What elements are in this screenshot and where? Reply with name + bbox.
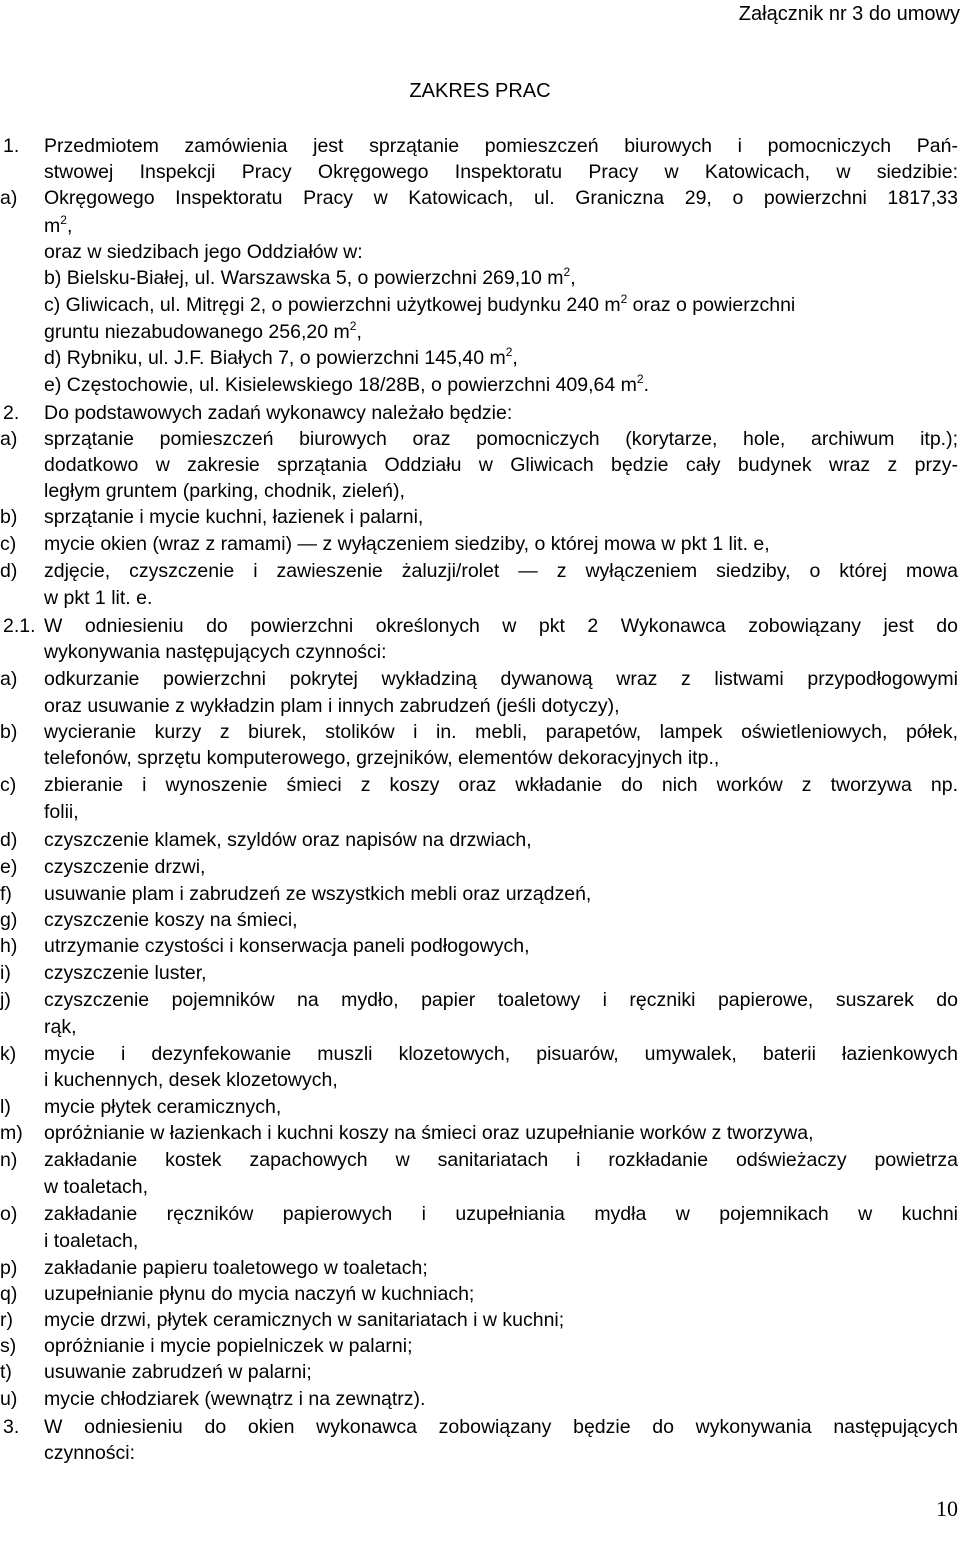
section-2-line: Do podstawowych zadań wykonawcy należało będzie: — [44, 402, 513, 424]
list-item-line: i kuchennych, desek klozetowych, — [44, 1069, 338, 1091]
section-2-line: mycie okien (wraz z ramami) ― z wyłączeniem siedziby, o której mowa w pkt 1 lit. e, — [44, 533, 770, 555]
list-item-line: opróżnianie i mycie popielniczek w palarni; — [44, 1335, 413, 1357]
section-2-number: 2. — [3, 402, 20, 424]
section-1-line: b) Bielsku-Białej, ul. Warszawska 5, o powierzchni 269,10 $m^2$, — [44, 265, 576, 289]
list-item-line: zakładanie kostek zapachowych w sanitariatach i rozkładanie odświeżaczy powietrza — [44, 1149, 958, 1171]
section-1-line: stwowej Inspekcji Pracy Okręgowego Inspektoratu Pracy w Katowicach, w siedzibie: — [44, 161, 958, 183]
section-1-line: gruntu niezabudowanego 256,20 $m^2$, — [44, 319, 362, 343]
section-2-marker: b) — [0, 506, 18, 528]
list-item-marker: b) — [0, 721, 18, 743]
list-item-line: czyszczenie drzwi, — [44, 856, 206, 878]
section-2-marker: d) — [0, 560, 18, 582]
list-item-line: mycie drzwi, płytek ceramicznych w sanitariatach i w kuchni; — [44, 1309, 565, 1331]
section-2-line: sprzątanie i mycie kuchni, łazienek i palarni, — [44, 506, 424, 528]
section-1-line: c) Gliwicach, ul. Mitręgi 2, o powierzchni użytkowej budynku 240 $m^2$ oraz o powierzchni — [44, 292, 796, 316]
section-1-line: Przedmiotem zamówienia jest sprzątanie pomieszczeń biurowych i pomocniczych Pań- — [44, 135, 958, 157]
list-item-line: usuwanie plam i zabrudzeń ze wszystkich mebli oraz urządzeń, — [44, 883, 592, 905]
list-item-line: odkurzanie powierzchni pokrytej wykładziną dywanową wraz z listwami przypodłogowymi — [44, 668, 958, 690]
list-item-marker: g) — [0, 909, 18, 931]
list-item-marker: r) — [0, 1309, 13, 1331]
section-1-line: e) Częstochowie, ul. Kisielewskiego 18/28B, o powierzchni 409,64 $m^2$. — [44, 372, 650, 396]
list-item-marker: i) — [0, 962, 11, 984]
list-item-marker: o) — [0, 1203, 18, 1225]
list-item-marker: l) — [0, 1096, 11, 1118]
list-item-line: zakładanie ręczników papierowych i uzupełniania mydła w pojemnikach w kuchni — [44, 1203, 958, 1225]
section-3-number: 3. — [3, 1416, 20, 1438]
list-item-line: czyszczenie luster, — [44, 962, 207, 984]
section-2-line: zdjęcie, czyszczenie i zawieszenie żaluzji/rolet ― z wyłączeniem siedziby, o której mowa — [44, 560, 958, 582]
list-item-line: utrzymanie czystości i konserwacja paneli podłogowych, — [44, 935, 530, 957]
list-item-marker: h) — [0, 935, 18, 957]
list-item-marker: n) — [0, 1149, 18, 1171]
section-2-line: w pkt 1 lit. e. — [44, 587, 153, 609]
section-2-line: sprzątanie pomieszczeń biurowych oraz pomocniczych (korytarze, hole, archiwum itp.); — [44, 428, 958, 450]
attachment-label: Załącznik nr 3 do umowy — [738, 3, 960, 25]
list-item-line: mycie płytek ceramicznych, — [44, 1096, 282, 1118]
list-item-line: folii, — [44, 801, 79, 823]
section-2-marker: c) — [0, 533, 17, 555]
section-1-line: $m^2$, — [44, 213, 73, 237]
section-3-line: W odniesieniu do okien wykonawca zobowiązany będzie do wykonywania następujących — [44, 1416, 958, 1438]
list-item-line: oraz usuwanie z wykładzin plam i innych zabrudzeń (jeśli dotyczy), — [44, 695, 620, 717]
list-item-marker: d) — [0, 829, 18, 851]
section-2-line: dodatkowo w zakresie sprzątania Oddziału w Gliwicach będzie cały budynek wraz z przy- — [44, 454, 958, 476]
list-item-marker: e) — [0, 856, 18, 878]
list-item-line: telefonów, sprzętu komputerowego, grzejników, elementów dekoracyjnych itp., — [44, 747, 720, 769]
list-item-marker: s) — [0, 1335, 17, 1357]
list-item-marker: j) — [0, 989, 11, 1011]
list-item-marker: c) — [0, 774, 17, 796]
list-item-line: rąk, — [44, 1016, 77, 1038]
section-1-number: 1. — [3, 135, 20, 157]
list-item-line: wycieranie kurzy z biurek, stolików i in. mebli, parapetów, lampek oświetleniowych, półek, — [44, 721, 958, 743]
list-item-marker: k) — [0, 1043, 17, 1065]
section-3-line: czynności: — [44, 1442, 136, 1464]
section-1-line: Okręgowego Inspektoratu Pracy w Katowicach, ul. Graniczna 29, o powierzchni 1817,33 — [44, 187, 958, 209]
list-item-line: mycie i dezynfekowanie muszli klozetowych, pisuarów, umywalek, baterii łazienkowych — [44, 1043, 958, 1065]
list-item-line: i toaletach, — [44, 1230, 139, 1252]
list-item-marker: m) — [0, 1122, 23, 1144]
list-item-marker: a) — [0, 668, 18, 690]
list-item-marker: f) — [0, 883, 12, 905]
list-item-marker: q) — [0, 1283, 18, 1305]
page-title: ZAKRES PRAC — [409, 80, 551, 102]
section-1-line: d) Rybniku, ul. J.F. Białych 7, o powierzchni 145,40 $m^2$, — [44, 345, 518, 369]
page-number: 10 — [936, 1496, 958, 1521]
list-item-line: mycie chłodziarek (wewnątrz i na zewnątrz). — [44, 1388, 426, 1410]
section-1-line: oraz w siedzibach jego Oddziałów w: — [44, 241, 363, 263]
section-2-marker: a) — [0, 428, 18, 450]
section-21-line: wykonywania następujących czynności: — [44, 641, 387, 663]
list-item-line: czyszczenie klamek, szyldów oraz napisów na drzwiach, — [44, 829, 532, 851]
list-item-line: w toaletach, — [44, 1176, 149, 1198]
section-2-line: ległym gruntem (parking, chodnik, zieleń), — [44, 480, 405, 502]
list-item-line: czyszczenie koszy na śmieci, — [44, 909, 298, 931]
list-item-line: usuwanie zabrudzeń w palarni; — [44, 1361, 312, 1383]
section-21-line: W odniesieniu do powierzchni określonych w pkt 2 Wykonawca zobowiązany jest do — [44, 615, 958, 637]
list-item-marker: t) — [0, 1361, 12, 1383]
list-item-marker: p) — [0, 1257, 18, 1279]
list-item-line: czyszczenie pojemników na mydło, papier toaletowy i ręczniki papierowe, suszarek do — [44, 989, 958, 1011]
section-21-number: 2.1. — [3, 615, 36, 637]
list-item-line: uzupełnianie płynu do mycia naczyń w kuchniach; — [44, 1283, 475, 1305]
section-1-marker: a) — [0, 187, 18, 209]
list-item-marker: u) — [0, 1388, 18, 1410]
list-item-line: zbieranie i wynoszenie śmieci z koszy oraz wkładanie do nich worków z tworzywa np. — [44, 774, 958, 796]
list-item-line: zakładanie papieru toaletowego w toaletach; — [44, 1257, 428, 1279]
list-item-line: opróżnianie w łazienkach i kuchni koszy na śmieci oraz uzupełnianie worków z tworzywa, — [44, 1122, 814, 1144]
